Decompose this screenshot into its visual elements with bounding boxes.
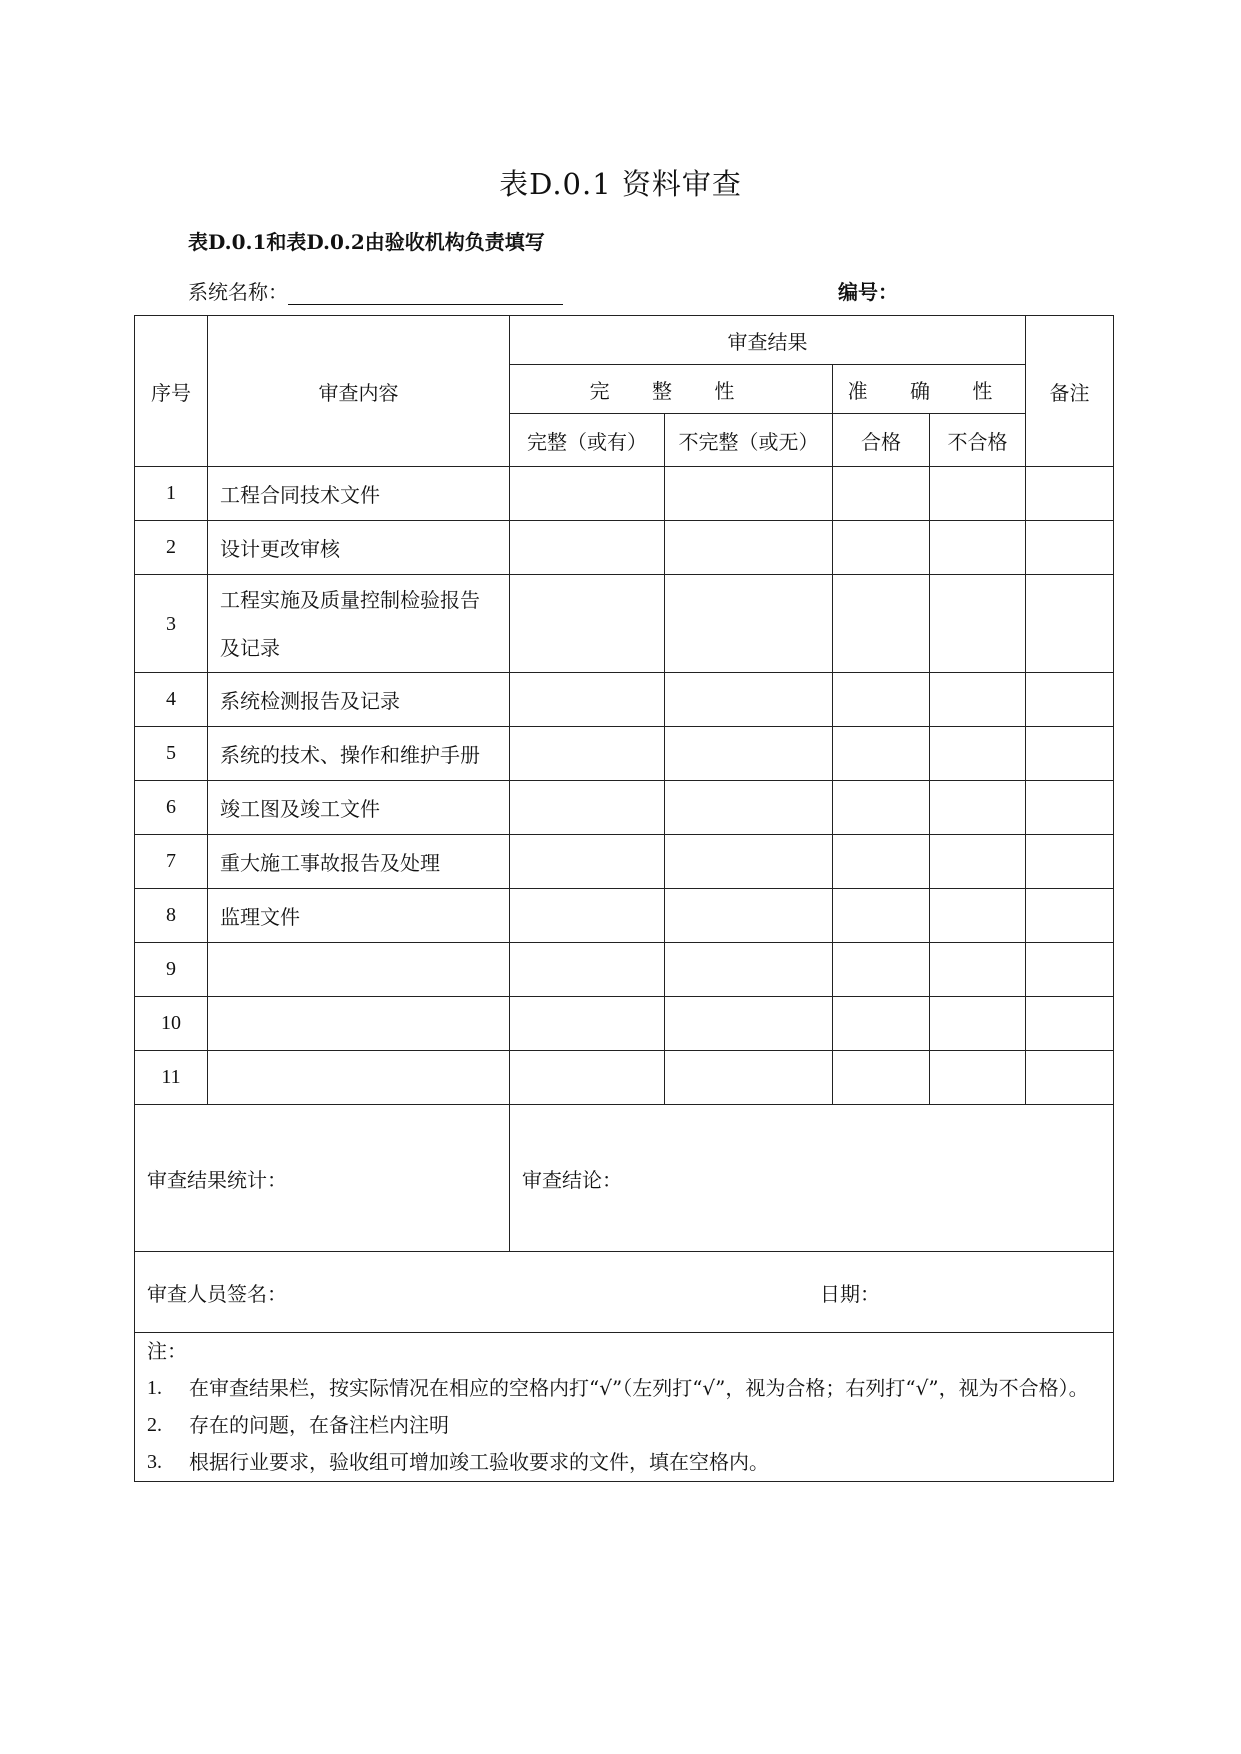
- table-row: [135, 467, 1114, 521]
- cell-incomplete[interactable]: [665, 467, 833, 521]
- cell-complete[interactable]: [510, 727, 665, 781]
- page-title: 表D.0.1 资料审查: [499, 167, 742, 201]
- cell-remark[interactable]: [1026, 889, 1114, 943]
- cell-complete[interactable]: [510, 673, 665, 727]
- table-row: [135, 1051, 1114, 1105]
- cell-complete[interactable]: [510, 997, 665, 1051]
- cell-remark[interactable]: [1026, 673, 1114, 727]
- row-content: 监理文件: [208, 889, 510, 943]
- cell-qualified[interactable]: [833, 673, 930, 727]
- cell-unqualified[interactable]: [930, 781, 1026, 835]
- note-number: 1.: [147, 1377, 162, 1399]
- cell-qualified[interactable]: [833, 727, 930, 781]
- table-row: [135, 673, 1114, 727]
- cell-complete[interactable]: [510, 467, 665, 521]
- system-name-field[interactable]: [288, 284, 563, 305]
- header-qualified: 合格: [833, 414, 930, 467]
- cell-remark[interactable]: [1026, 781, 1114, 835]
- note-text: 根据行业要求，验收组可增加竣工验收要求的文件，填在空格内。: [189, 1450, 769, 1474]
- cell-incomplete[interactable]: [665, 889, 833, 943]
- cell-unqualified[interactable]: [930, 521, 1026, 575]
- table-row: [135, 575, 1114, 673]
- cell-incomplete[interactable]: [665, 1051, 833, 1105]
- cell-qualified[interactable]: [833, 575, 930, 673]
- cell-remark[interactable]: [1026, 835, 1114, 889]
- cell-qualified[interactable]: [833, 997, 930, 1051]
- note-text: 在审查结果栏，按实际情况在相应的空格内打“√”（左列打“√”，视为合格；右列打“√”，视为不合格）。: [189, 1376, 1089, 1400]
- row-content: 竣工图及竣工文件: [208, 781, 510, 835]
- cell-qualified[interactable]: [833, 1051, 930, 1105]
- cell-qualified[interactable]: [833, 781, 930, 835]
- row-content: 设计更改审核: [208, 521, 510, 575]
- cell-complete[interactable]: [510, 943, 665, 997]
- cell-unqualified[interactable]: [930, 889, 1026, 943]
- notes-heading: 注：: [147, 1339, 187, 1363]
- cell-unqualified[interactable]: [930, 673, 1026, 727]
- result-summary-field[interactable]: [135, 1105, 510, 1252]
- table-row: [135, 943, 1114, 997]
- row-number: 10: [135, 997, 208, 1051]
- row-number: 5: [135, 727, 208, 781]
- cell-remark[interactable]: [1026, 727, 1114, 781]
- row-content[interactable]: [208, 943, 510, 997]
- cell-unqualified[interactable]: [930, 835, 1026, 889]
- row-number: 1: [135, 467, 208, 521]
- cell-complete[interactable]: [510, 835, 665, 889]
- note-item: [147, 1370, 1101, 1407]
- note-item: [147, 1407, 1101, 1444]
- header-incomplete: 不完整（或无）: [665, 414, 833, 467]
- cell-complete[interactable]: [510, 889, 665, 943]
- table-row: [135, 727, 1114, 781]
- system-name-label: 系统名称：: [188, 280, 288, 304]
- cell-remark[interactable]: [1026, 575, 1114, 673]
- cell-complete[interactable]: [510, 521, 665, 575]
- header-remark: 备注: [1026, 316, 1114, 467]
- row-content: 重大施工事故报告及处理: [208, 835, 510, 889]
- cell-complete[interactable]: [510, 575, 665, 673]
- row-number: 4: [135, 673, 208, 727]
- cell-remark[interactable]: [1026, 997, 1114, 1051]
- table-row: [135, 781, 1114, 835]
- cell-unqualified[interactable]: [930, 575, 1026, 673]
- row-content: 系统检测报告及记录: [208, 673, 510, 727]
- cell-incomplete[interactable]: [665, 575, 833, 673]
- header-unqualified: 不合格: [930, 414, 1026, 467]
- note-item: [147, 1444, 1101, 1481]
- row-number: 8: [135, 889, 208, 943]
- cell-complete[interactable]: [510, 1051, 665, 1105]
- row-number: 7: [135, 835, 208, 889]
- row-number: 9: [135, 943, 208, 997]
- number-label: 编号：: [838, 280, 898, 304]
- cell-incomplete[interactable]: [665, 943, 833, 997]
- row-content[interactable]: [208, 997, 510, 1051]
- row-number: 6: [135, 781, 208, 835]
- cell-qualified[interactable]: [833, 889, 930, 943]
- signature-label: 审查人员签名：: [147, 1281, 287, 1306]
- cell-unqualified[interactable]: [930, 997, 1026, 1051]
- cell-unqualified[interactable]: [930, 1051, 1026, 1105]
- row-content: 工程实施及质量控制检验报告及记录: [208, 575, 510, 673]
- cell-incomplete[interactable]: [665, 835, 833, 889]
- header-completeness: 完 整 性: [510, 365, 833, 414]
- table-row: [135, 889, 1114, 943]
- notes-section: [135, 1333, 1114, 1482]
- cell-incomplete[interactable]: [665, 781, 833, 835]
- note-text: 存在的问题，在备注栏内注明: [189, 1413, 449, 1437]
- header-content: 审查内容: [208, 316, 510, 467]
- row-content: 工程合同技术文件: [208, 467, 510, 521]
- cell-unqualified[interactable]: [930, 943, 1026, 997]
- cell-remark[interactable]: [1026, 1051, 1114, 1105]
- row-number: 11: [135, 1051, 208, 1105]
- cell-remark[interactable]: [1026, 467, 1114, 521]
- row-content[interactable]: [208, 1051, 510, 1105]
- table-row: [135, 997, 1114, 1051]
- row-number: 3: [135, 575, 208, 673]
- cell-remark[interactable]: [1026, 521, 1114, 575]
- review-table: [134, 315, 1114, 1482]
- row-content: 系统的技术、操作和维护手册: [208, 727, 510, 781]
- cell-qualified[interactable]: [833, 521, 930, 575]
- system-name-line: [188, 276, 563, 305]
- row-number: 2: [135, 521, 208, 575]
- date-label: 日期：: [820, 1281, 880, 1306]
- cell-incomplete[interactable]: [665, 997, 833, 1051]
- cell-incomplete[interactable]: [665, 521, 833, 575]
- result-summary-label: 审查结果统计：: [147, 1167, 287, 1192]
- header-accuracy: 准 确 性: [833, 365, 1026, 414]
- header-complete: 完整（或有）: [510, 414, 665, 467]
- cell-unqualified[interactable]: [930, 727, 1026, 781]
- cell-complete[interactable]: [510, 781, 665, 835]
- note-number: 3.: [147, 1451, 162, 1473]
- cell-incomplete[interactable]: [665, 673, 833, 727]
- table-row: [135, 521, 1114, 575]
- cell-incomplete[interactable]: [665, 727, 833, 781]
- header-result: 审查结果: [510, 316, 1026, 365]
- subtitle: 表D.0.1和表D.0.2由验收机构负责填写: [188, 230, 545, 254]
- cell-unqualified[interactable]: [930, 467, 1026, 521]
- note-number: 2.: [147, 1414, 162, 1436]
- table-row: [135, 835, 1114, 889]
- conclusion-field[interactable]: [510, 1105, 1114, 1252]
- header-seq: 序号: [135, 316, 208, 467]
- cell-qualified[interactable]: [833, 943, 930, 997]
- cell-remark[interactable]: [1026, 943, 1114, 997]
- cell-qualified[interactable]: [833, 835, 930, 889]
- conclusion-label: 审查结论：: [522, 1167, 622, 1192]
- cell-qualified[interactable]: [833, 467, 930, 521]
- signature-row[interactable]: [135, 1252, 1114, 1333]
